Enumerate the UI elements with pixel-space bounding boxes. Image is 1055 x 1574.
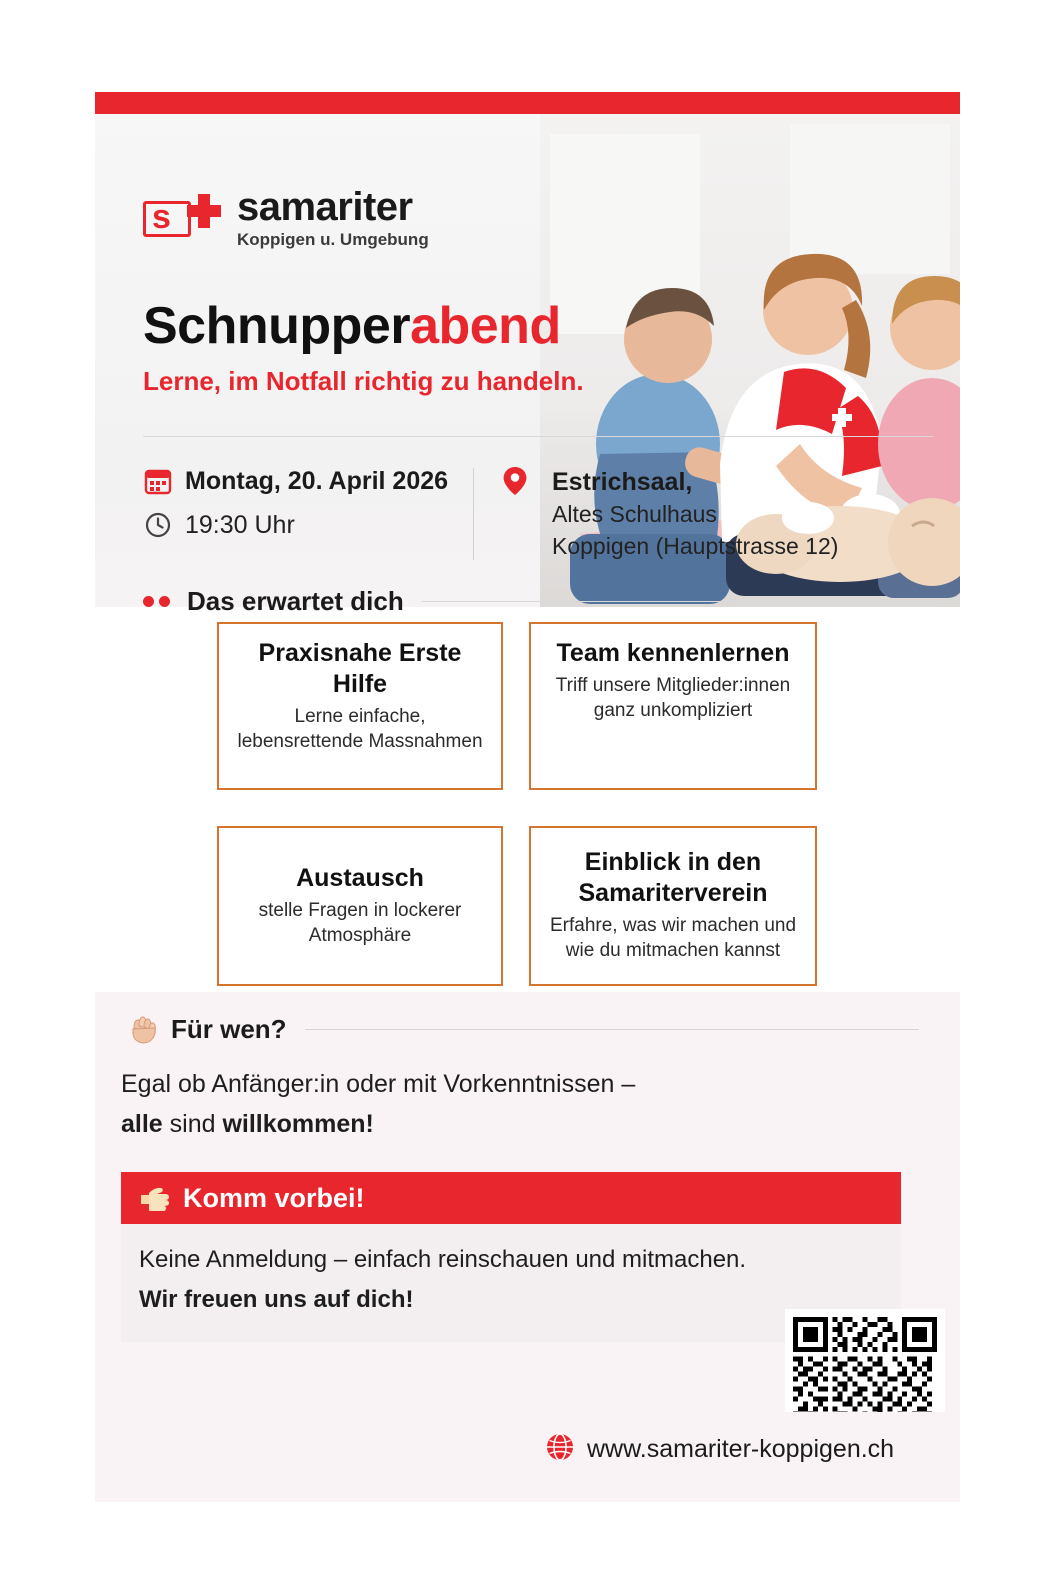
top-red-bar bbox=[95, 92, 960, 114]
cta-panel bbox=[121, 1224, 901, 1342]
card-title: Praxisnahe Erste Hilfe bbox=[258, 639, 462, 698]
for-who-rule bbox=[305, 1029, 919, 1030]
divider bbox=[143, 436, 933, 437]
clock-icon bbox=[143, 510, 173, 540]
facts-divider bbox=[473, 468, 474, 560]
expect-card bbox=[217, 622, 503, 790]
title-part-2: abend bbox=[410, 297, 561, 355]
subtitle: Lerne, im Notfall richtig zu handeln. bbox=[143, 366, 584, 396]
for-who-title: Für wen? bbox=[171, 1014, 287, 1044]
expect-rule bbox=[422, 601, 933, 602]
map-pin-icon bbox=[500, 466, 530, 496]
globe-icon bbox=[545, 1432, 575, 1467]
poster bbox=[95, 92, 960, 1502]
card-title: Team kennenlernen bbox=[556, 639, 790, 667]
fact-location bbox=[500, 466, 838, 562]
fact-time bbox=[143, 510, 473, 540]
cta-line1: Keine Anmeldung – einfach reinschauen und mitmachen. bbox=[139, 1246, 747, 1273]
two-dots-icon bbox=[143, 596, 175, 607]
logo-s-letter: s bbox=[152, 198, 171, 236]
location-line2: Altes Schulhaus bbox=[552, 501, 717, 527]
card-body: Lerne einfache, lebensrettende Massnahmen bbox=[237, 706, 483, 752]
for-who-line2-mid: sind bbox=[162, 1110, 223, 1138]
calendar-icon bbox=[143, 466, 173, 496]
for-who-heading bbox=[129, 1014, 919, 1045]
location-name: Estrichsaal, bbox=[552, 468, 693, 496]
for-who-line2-bold2: willkommen! bbox=[222, 1110, 374, 1138]
expect-card bbox=[529, 622, 817, 790]
card-body: stelle Fragen in lockerer Atmosphäre bbox=[258, 899, 462, 946]
card-title: Einblick in den Samariterverein bbox=[578, 848, 768, 907]
for-who-line2 bbox=[121, 1110, 374, 1139]
event-time: 19:30 Uhr bbox=[185, 510, 295, 539]
cta-title: Komm vorbei! bbox=[183, 1182, 365, 1213]
samariter-logo-mark bbox=[143, 192, 227, 244]
swiss-cross-icon bbox=[187, 194, 221, 228]
title-part-1: Schnupper bbox=[143, 297, 411, 355]
logo-wordmark: samariter bbox=[237, 185, 413, 229]
event-facts bbox=[143, 466, 943, 562]
card-body: Triff unsere Mitglieder:innen ganz unkompliziert bbox=[555, 675, 791, 721]
fact-date bbox=[143, 466, 473, 496]
for-who-line1: Egal ob Anfänger:in oder mit Vorkenntnissen – bbox=[121, 1070, 636, 1098]
logo bbox=[143, 186, 429, 250]
expect-heading bbox=[143, 586, 933, 617]
expect-card bbox=[529, 826, 817, 986]
expect-card bbox=[217, 826, 503, 986]
cta-line2: Wir freuen uns auf dich! bbox=[139, 1286, 414, 1313]
hero-section bbox=[95, 114, 960, 607]
expect-cards bbox=[217, 622, 837, 1022]
website-row[interactable] bbox=[545, 1432, 894, 1467]
card-body: Erfahre, was wir machen und wie du mitmachen kannst bbox=[549, 915, 797, 961]
event-date: Montag, 20. April 2026 bbox=[185, 466, 449, 495]
pointing-hand-icon bbox=[139, 1185, 171, 1211]
page-title bbox=[143, 296, 561, 356]
footer bbox=[95, 1412, 960, 1502]
for-who-line2-bold1: alle bbox=[121, 1110, 163, 1138]
logo-region: Koppigen u. Umgebung bbox=[237, 230, 429, 249]
for-who-section bbox=[95, 992, 960, 1412]
location-line3: Koppigen (Hauptstrasse 12) bbox=[552, 533, 839, 559]
website-url[interactable]: www.samariter-koppigen.ch bbox=[587, 1435, 895, 1463]
cta-bar bbox=[121, 1172, 901, 1224]
expect-title: Das erwartet dich bbox=[187, 586, 404, 616]
raised-hands-icon bbox=[129, 1016, 159, 1044]
card-title: Austausch bbox=[296, 863, 424, 892]
